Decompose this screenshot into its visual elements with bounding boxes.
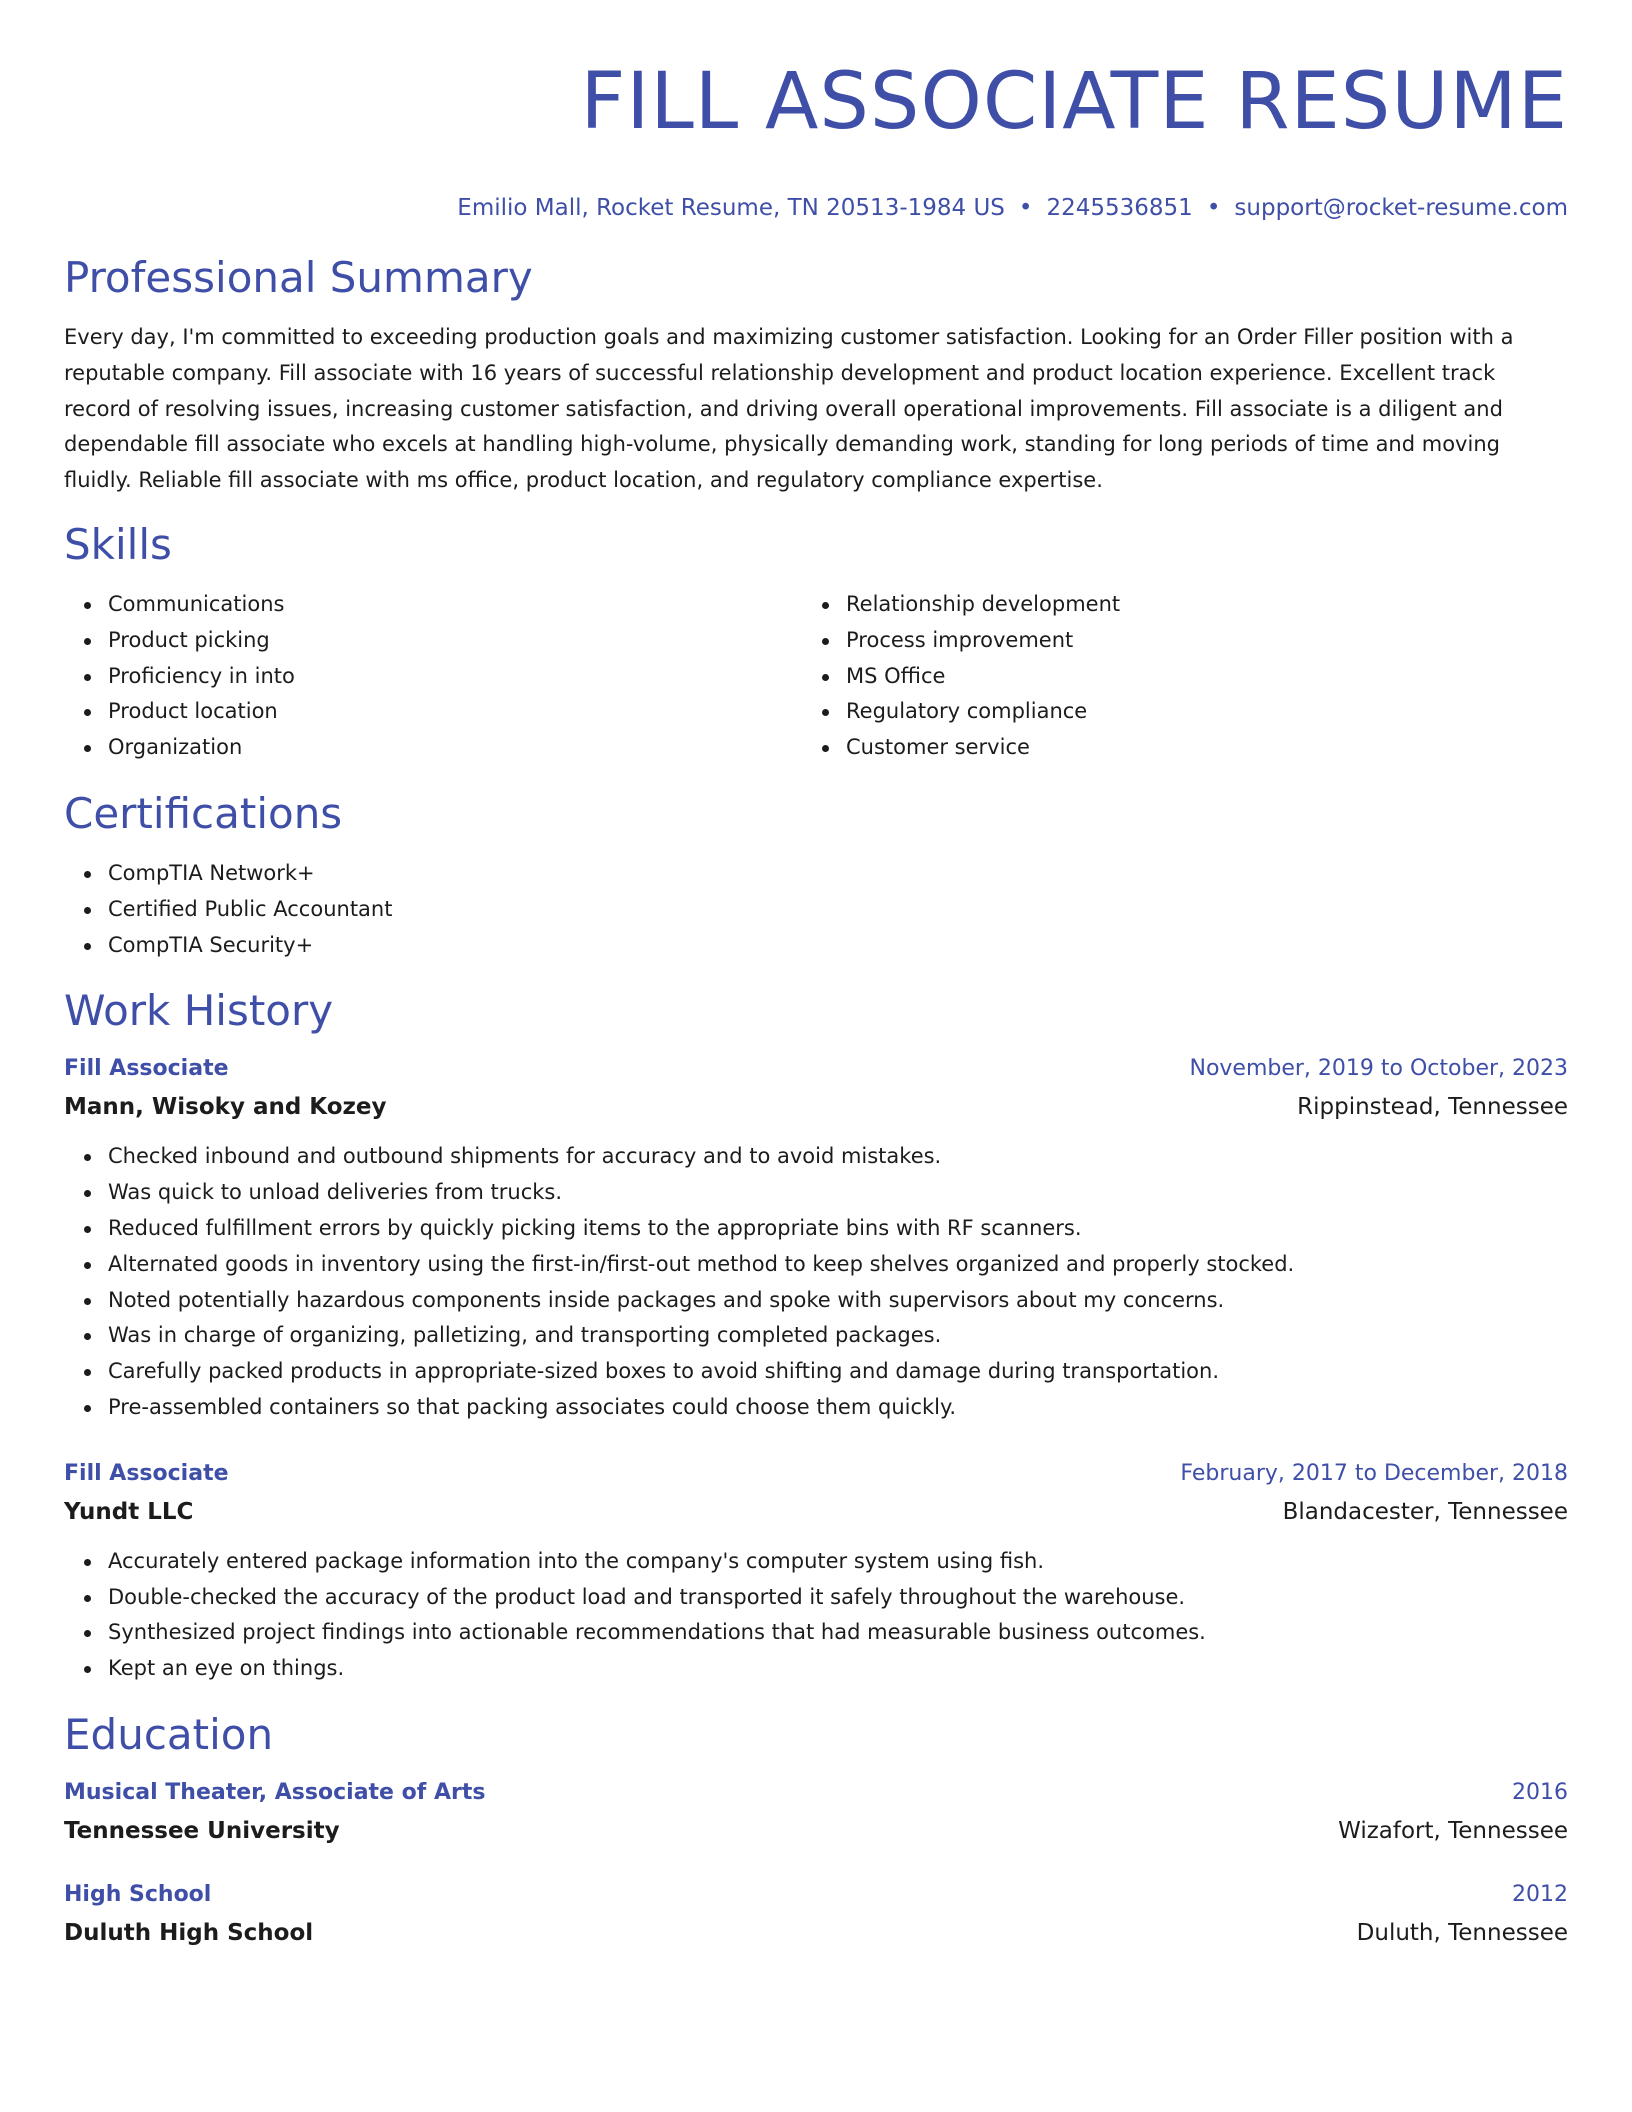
job-company: Yundt LLC: [64, 1498, 194, 1525]
education-header-row: [64, 1877, 1568, 1913]
education-year: 2012: [1512, 1881, 1568, 1907]
skills-left-column: [64, 587, 802, 766]
work-history-section: [64, 985, 1568, 1687]
summary-heading: Professional Summary: [64, 253, 533, 302]
education-degree: High School: [64, 1881, 212, 1907]
education-section: [64, 1709, 1568, 1953]
job-duty: Accurately entered package information into the company's computer system using fish.: [108, 1544, 1568, 1580]
certifications-heading: Certifications: [64, 788, 343, 838]
job-duty: Checked inbound and outbound shipments for accuracy and to avoid mistakes.: [108, 1139, 1568, 1175]
contact-email: support@rocket-resume.com: [1234, 195, 1568, 221]
job-entry: [64, 1456, 1568, 1687]
job-header-row: [64, 1456, 1568, 1492]
skill-item: Proficiency in into: [108, 659, 802, 695]
skill-item: Relationship development: [846, 587, 1540, 623]
certifications-list: [64, 856, 1568, 963]
job-duty: Carefully packed products in appropriate-sized boxes to avoid shifting and damage during transportation.: [108, 1354, 1568, 1390]
education-degree: Musical Theater, Associate of Arts: [64, 1779, 486, 1805]
education-entry: [64, 1775, 1568, 1851]
skills-section: [64, 519, 1568, 766]
job-title: Fill Associate: [64, 1056, 229, 1082]
certification-item: CompTIA Security+: [108, 928, 1568, 964]
contact-separator: •: [1018, 195, 1033, 221]
education-school-row: [64, 1811, 1568, 1851]
job-entry: [64, 1051, 1568, 1425]
contact-phone: 2245536851: [1046, 195, 1193, 221]
job-duty: Alternated goods in inventory using the first-in/first-out method to keep shelves organized and properly stocked.: [108, 1247, 1568, 1283]
education-location: Wizafort, Tennessee: [1338, 1817, 1568, 1844]
education-school: Duluth High School: [64, 1919, 314, 1946]
job-duty: Noted potentially hazardous components inside packages and spoke with supervisors about my concerns.: [108, 1283, 1568, 1319]
job-duty: Double-checked the accuracy of the product load and transported it safely throughout the warehouse.: [108, 1580, 1568, 1616]
certifications-section: [64, 788, 1568, 963]
skill-item: Process improvement: [846, 623, 1540, 659]
job-duties-list: [64, 1544, 1568, 1687]
education-location: Duluth, Tennessee: [1356, 1919, 1568, 1946]
job-duty: Pre-assembled containers so that packing associates could choose them quickly.: [108, 1390, 1568, 1426]
job-company-row: [64, 1087, 1568, 1127]
contact-separator: •: [1206, 195, 1221, 221]
job-duty: Kept an eye on things.: [108, 1651, 1568, 1687]
job-company: Mann, Wisoky and Kozey: [64, 1094, 387, 1121]
job-company-row: [64, 1492, 1568, 1532]
contact-line: [64, 192, 1568, 224]
job-duty: Synthesized project findings into actionable recommendations that had measurable business outcomes.: [108, 1615, 1568, 1651]
education-year: 2016: [1512, 1779, 1568, 1805]
job-header-row: [64, 1051, 1568, 1087]
skills-heading: Skills: [64, 519, 172, 569]
certification-item: Certified Public Accountant: [108, 892, 1568, 928]
job-duty: Was quick to unload deliveries from trucks.: [108, 1175, 1568, 1211]
contact-address: Emilio Mall, Rocket Resume, TN 20513-1984 US: [457, 195, 1005, 221]
job-duty: Was in charge of organizing, palletizing, and transporting completed packages.: [108, 1318, 1568, 1354]
work-history-heading: Work History: [64, 986, 334, 1036]
education-school-row: [64, 1913, 1568, 1953]
job-duty: Reduced fulfillment errors by quickly picking items to the appropriate bins with RF scanners.: [108, 1211, 1568, 1247]
skill-item: Organization: [108, 730, 802, 766]
job-dates: February, 2017 to December, 2018: [1180, 1460, 1568, 1486]
resume-title: FILL ASSOCIATE RESUME: [580, 57, 1568, 147]
job-location: Rippinstead, Tennessee: [1297, 1094, 1568, 1121]
education-entry: [64, 1877, 1568, 1953]
skills-right-column: [802, 587, 1540, 766]
certification-item: CompTIA Network+: [108, 856, 1568, 892]
skill-item: Product picking: [108, 623, 802, 659]
education-heading: Education: [64, 1709, 274, 1759]
skill-item: MS Office: [846, 659, 1540, 695]
education-school: Tennessee University: [64, 1817, 340, 1844]
summary-text: Every day, I'm committed to exceeding production goals and maximizing customer satisfaction. Looking for an Order Filler position with a reputable company. Fill associate with 16 years of successful relationship development and product location experience. Excellent track record of resolving issues, increasing customer satisfaction, and driving overall operational improvements. Fill associate is a diligent and dependable fill associate who excels at handling high-volume, physically demanding work, standing for long periods of time and moving fluidly. Reliable fill associate with ms office, product location, and regulatory compliance expertise.: [64, 325, 1514, 493]
skill-item: Customer service: [846, 730, 1540, 766]
skills-grid: [64, 587, 1568, 766]
job-title: Fill Associate: [64, 1460, 229, 1486]
skill-item: Communications: [108, 587, 802, 623]
job-dates: November, 2019 to October, 2023: [1189, 1056, 1568, 1082]
summary-section: [64, 252, 1568, 499]
skill-item: Regulatory compliance: [846, 694, 1540, 730]
skill-item: Product location: [108, 694, 802, 730]
job-duties-list: [64, 1139, 1568, 1425]
education-header-row: [64, 1775, 1568, 1811]
job-location: Blandacester, Tennessee: [1282, 1498, 1568, 1525]
